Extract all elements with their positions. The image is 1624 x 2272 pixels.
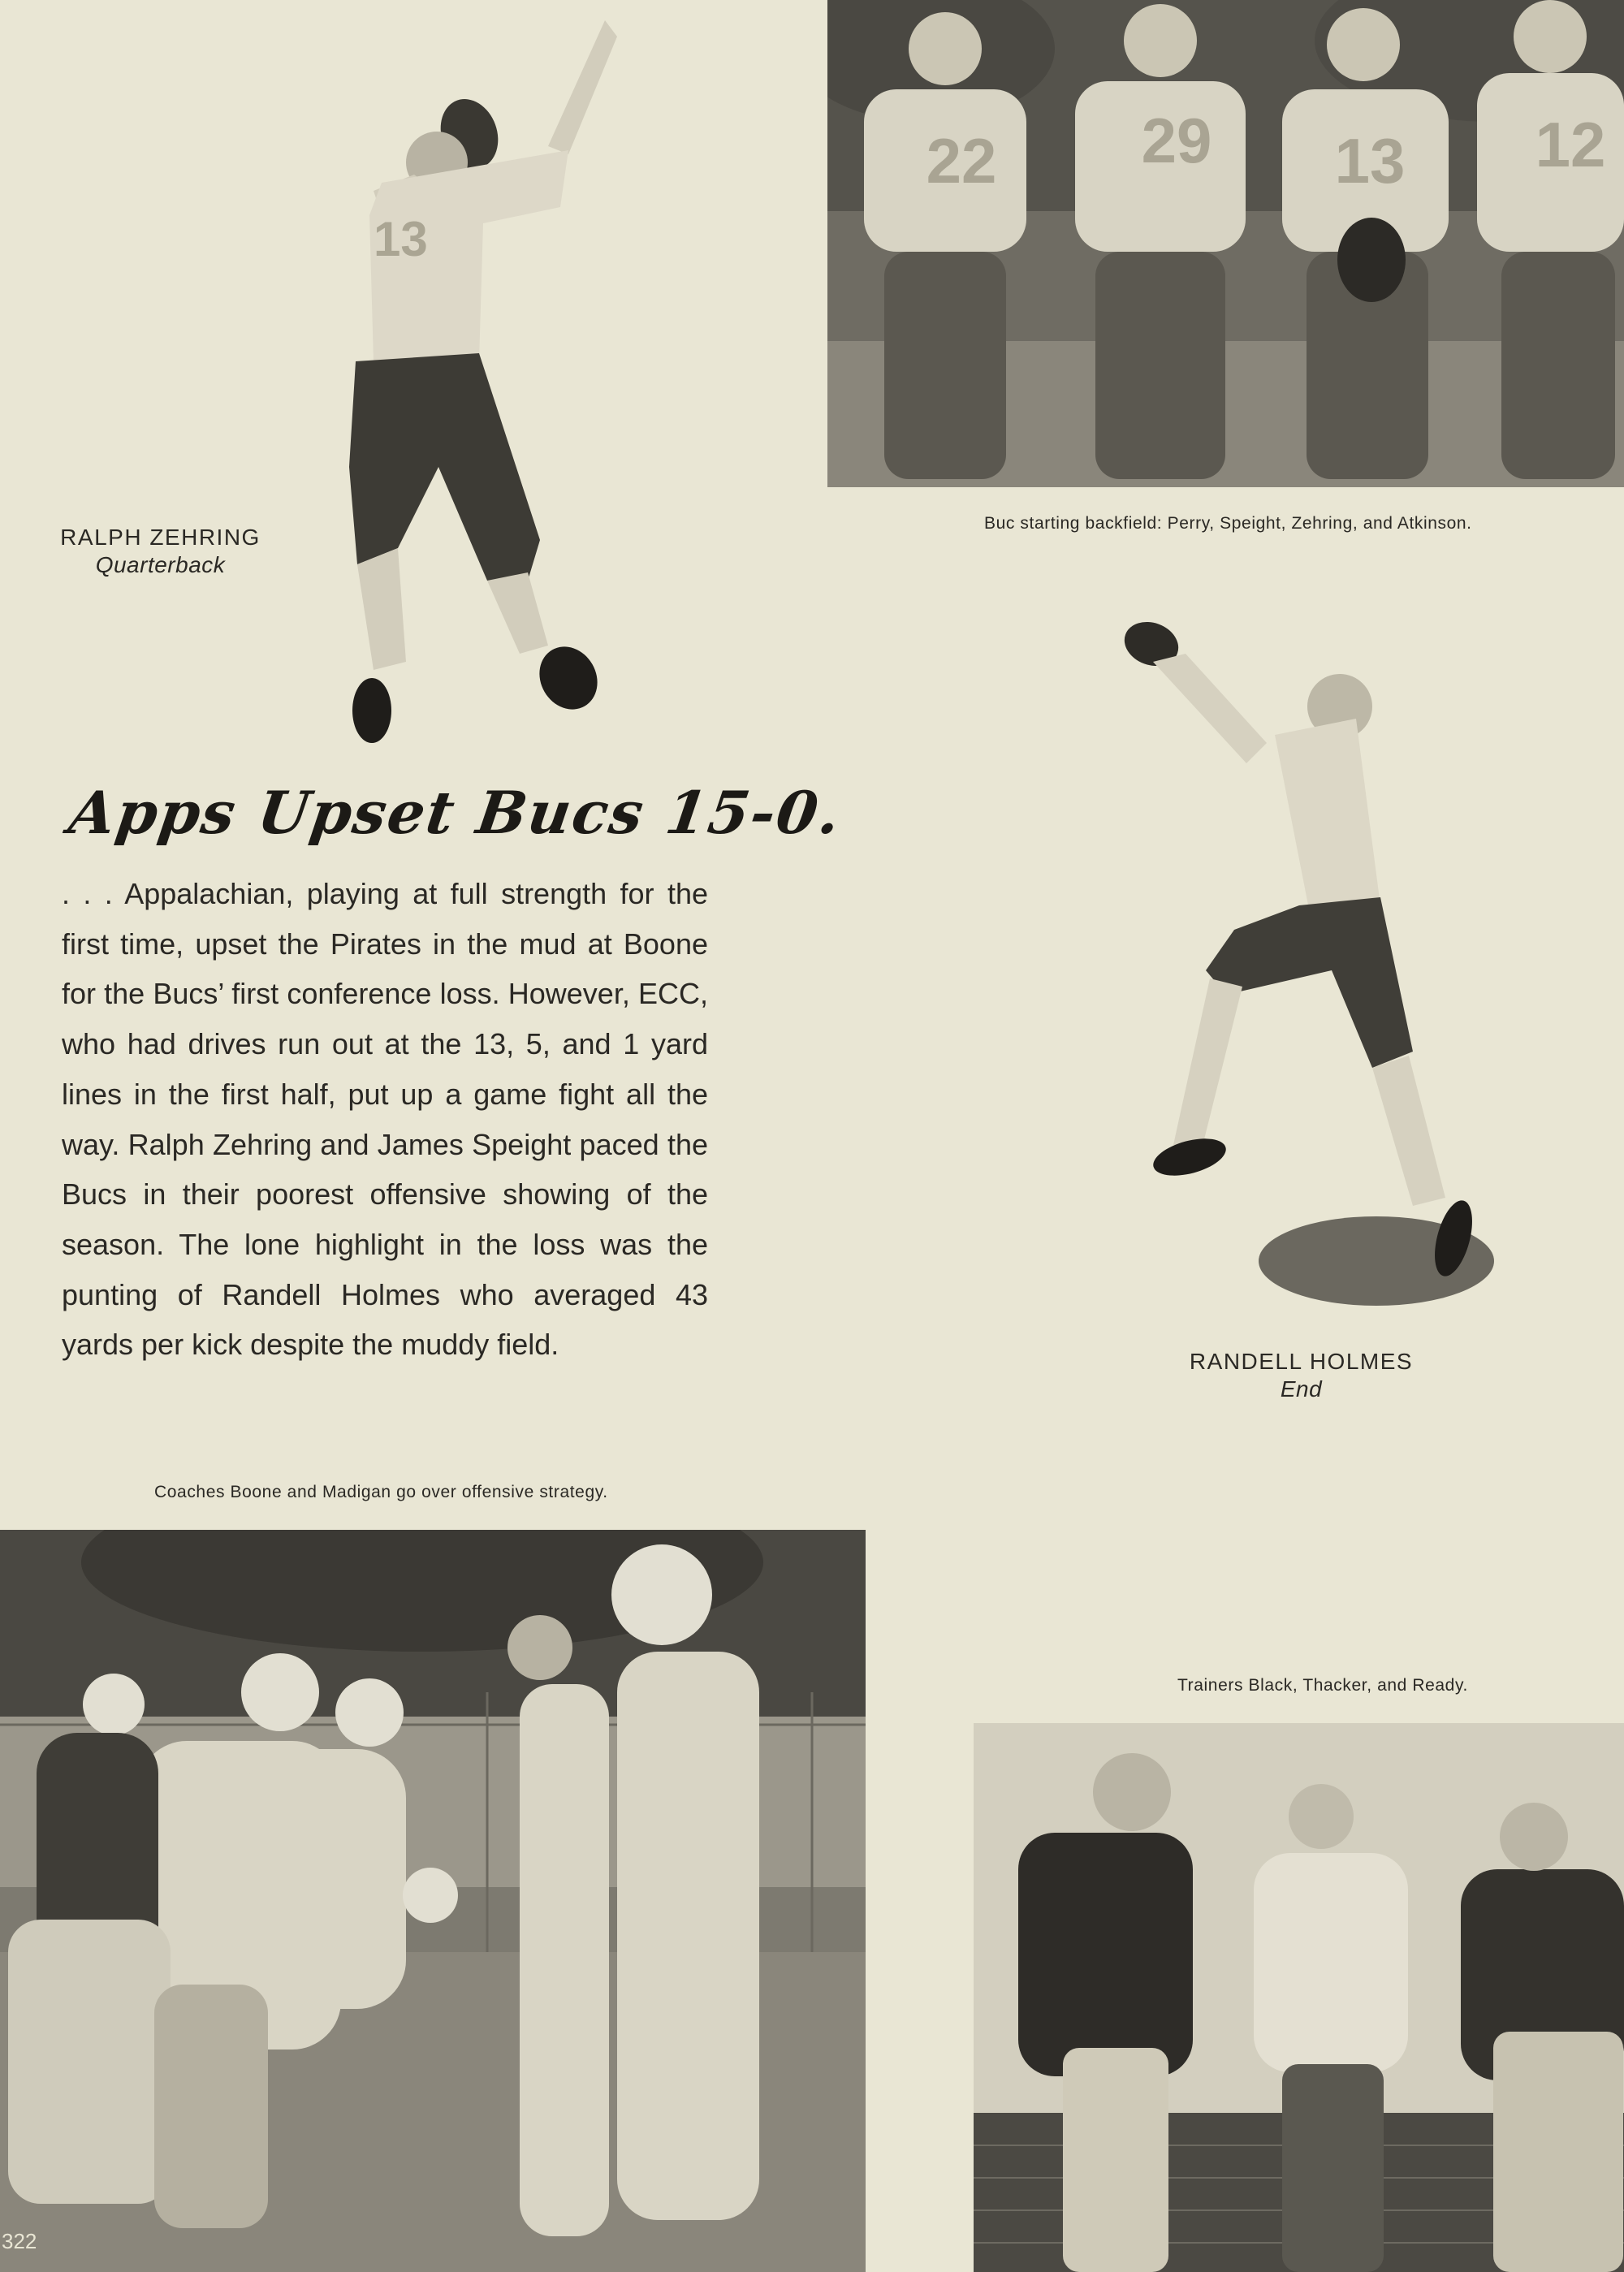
article-body: . . . Appalachian, playing at full strength for the first time, upset the Pirates in the mud at Boone for the Bucs’ first conference loss. However, ECC, who had drives run out at the 13, 5, and 1 yard lines in the first half, put up a game fight all the way. Ralph Zehring and James Speight paced the Bucs in their poorest offensive showing of the season. The lone highlight in the loss was the punting of Randell Holmes who averaged 43 yards per kick despite the muddy field. xyxy=(62,877,708,1362)
holmes-cutout-photo xyxy=(1112,613,1543,1311)
backfield-photo-graphic xyxy=(827,0,1624,487)
zehring-figure xyxy=(325,12,633,747)
article-headline: Apps Upset Bucs 15-0. xyxy=(65,778,846,847)
trainers-caption: Trainers Black, Thacker, and Ready. xyxy=(1177,1676,1468,1695)
backfield-photo xyxy=(827,0,1624,487)
coaches-photo xyxy=(0,1530,866,2272)
zehring-caption xyxy=(49,524,272,579)
trainers-photo xyxy=(974,1723,1624,2272)
holmes-name: RANDELL HOLMES xyxy=(1189,1349,1414,1374)
zehring-name: RALPH ZEHRING xyxy=(60,525,261,550)
page-number: 322 xyxy=(2,2229,37,2253)
zehring-jersey-number: 13 xyxy=(374,212,428,266)
jersey-number-12: 12 xyxy=(1535,109,1606,180)
holmes-role: End xyxy=(1280,1376,1323,1402)
trainers-photo-graphic xyxy=(974,1723,1624,2272)
backfield-caption: Buc starting backfield: Perry, Speight, Zehring, and Atkinson. xyxy=(984,514,1472,533)
coaches-photo-graphic xyxy=(0,1530,866,2272)
zehring-cutout-photo xyxy=(325,12,633,747)
holmes-caption xyxy=(1169,1348,1433,1403)
jersey-number-22: 22 xyxy=(926,125,997,197)
jersey-number-29: 29 xyxy=(1141,105,1212,176)
jersey-number-13: 13 xyxy=(1334,125,1406,197)
coaches-caption: Coaches Boone and Madigan go over offensive strategy. xyxy=(154,1483,608,1501)
holmes-figure xyxy=(1112,613,1543,1311)
zehring-role: Quarterback xyxy=(95,552,226,577)
